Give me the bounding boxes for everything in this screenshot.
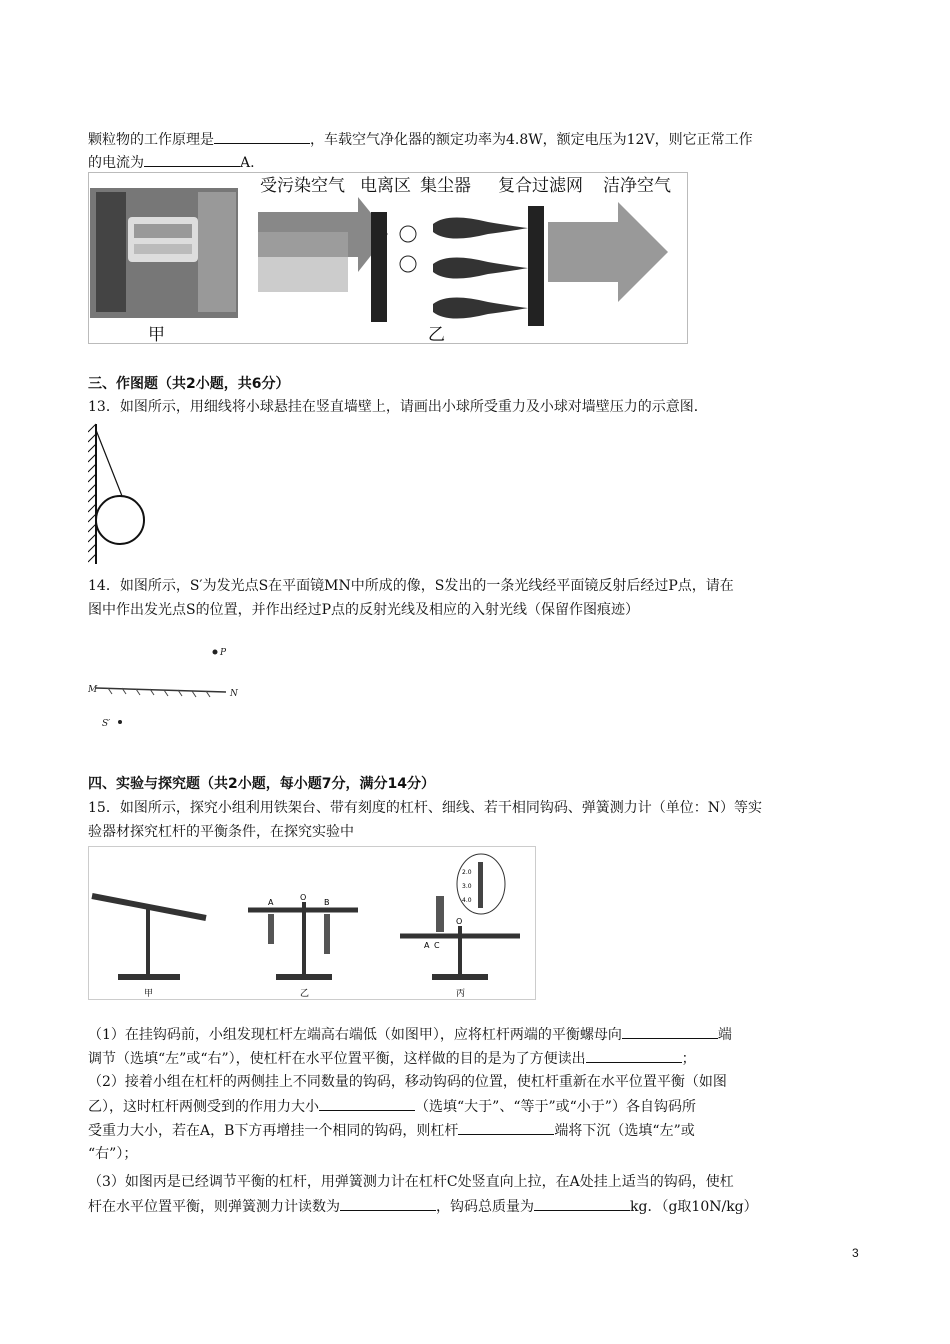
text: kg．（g取10N/kg）	[630, 1199, 758, 1215]
q15-part3-line2	[88, 1196, 758, 1217]
section4-heading: 四、实验与探究题（共2小题，每小题7分，满分14分）	[88, 776, 435, 792]
q15-part3-line1: （3）如图丙是已经调节平衡的杠杆，用弹簧测力计在杠杆C处竖直向上拉，在A处挂上适当的钩码，使杠	[88, 1174, 734, 1190]
text: 杆在水平位置平衡，则弹簧测力计读数为	[88, 1199, 340, 1215]
text: （1）在挂钩码前，小组发现杠杆左端高右端低（如图甲），应将杠杆两端的平衡螺母向	[88, 1027, 622, 1043]
text: 乙），这时杠杆两侧受到的作用力大小	[88, 1099, 319, 1115]
q15-part2-line4: “右”）；	[88, 1146, 138, 1162]
text: 端	[717, 1027, 732, 1043]
ionization-panel	[371, 212, 387, 322]
label-p: P	[220, 648, 227, 658]
answer-blank[interactable]	[622, 1024, 718, 1039]
section3-heading: 三、作图题（共2小题，共6分）	[88, 376, 290, 392]
label-c: C	[434, 941, 440, 950]
answer-blank[interactable]	[144, 152, 240, 167]
text: ，钩码总质量为	[436, 1199, 534, 1215]
scale-4: 4.0	[462, 897, 472, 904]
answer-blank[interactable]	[534, 1196, 630, 1211]
label-o: O	[300, 893, 307, 902]
label-s-prime: S′	[102, 719, 111, 729]
q15-part2-line3	[88, 1120, 695, 1141]
label-o: O	[456, 917, 463, 926]
text: ，车载空气净化器的额定功率为4.8W，额定电压为12V，则它正常工作	[310, 132, 753, 148]
ball	[96, 496, 144, 544]
q15-part1-line1	[88, 1024, 732, 1045]
label-clean-air: 洁净空气	[603, 176, 671, 196]
q14-text-line2: 图中作出发光点S的位置，并作出经过P点的反射光线及相应的入射光线（保留作图痕迹）	[88, 602, 640, 618]
text: 端将下沉（选填“左”或	[554, 1123, 695, 1139]
label-a: A	[268, 898, 274, 907]
q15-part1-line2	[88, 1048, 696, 1069]
q15-text-line1: 15．如图所示，探究小组利用铁架台、带有刻度的杠杆、细线、若干相同钩码、弹簧测力计（单位：N）等实	[88, 800, 763, 816]
q14-text-line1: 14．如图所示，S′为发光点S在平面镜MN中所成的像，S发出的一条光线经平面镜反射后经过P点，请在	[88, 578, 734, 594]
answer-blank[interactable]	[340, 1196, 436, 1211]
q13-text: 13．如图所示，用细线将小球悬挂在竖直墙壁上，请画出小球所受重力及小球对墙壁压力的示意图．	[88, 399, 708, 415]
point-s-prime	[118, 720, 122, 724]
answer-blank[interactable]	[319, 1096, 415, 1111]
air-purifier-figure	[88, 172, 688, 344]
text: 颗粒物的工作原理是	[88, 132, 214, 148]
text: （选填“大于”、“等于”或“小于”）各自钩码所	[415, 1099, 696, 1115]
label-b: B	[324, 898, 330, 907]
text: ；	[681, 1051, 696, 1067]
text: A.	[240, 155, 255, 171]
page-number: 3	[852, 1246, 859, 1260]
q12-text-line2	[88, 152, 255, 173]
label-ionization: 电离区	[360, 176, 411, 196]
scale-2: 2.0	[462, 869, 472, 876]
text: 调节（选填“左”或“右”），使杠杆在水平位置平衡，这样做的目的是为了方便读出	[88, 1051, 586, 1067]
label-bing: 丙	[456, 989, 466, 999]
answer-blank[interactable]	[458, 1120, 554, 1135]
label-jia: 甲	[144, 989, 154, 999]
lever-figure	[88, 846, 536, 1000]
label-a: A	[424, 941, 430, 950]
text: 受重力大小，若在A，B下方再增挂一个相同的钩码，则杠杆	[88, 1123, 459, 1139]
string	[96, 430, 122, 496]
label-yi: 乙	[428, 325, 445, 344]
answer-blank[interactable]	[214, 129, 310, 144]
q15-text-line2: 验器材探究杠杆的平衡条件，在探究实验中	[88, 824, 354, 840]
answer-blank[interactable]	[586, 1048, 682, 1063]
q15-part2-line2	[88, 1096, 696, 1117]
scale-3: 3.0	[462, 883, 472, 890]
label-collector: 集尘器	[420, 176, 471, 196]
label-n: N	[230, 689, 238, 699]
q15-part2-line1: （2）接着小组在杠杆的两侧挂上不同数量的钩码，移动钩码的位置，使杠杆重新在水平位置平衡（如图	[88, 1074, 727, 1090]
point-p	[213, 650, 218, 655]
label-m: M	[88, 685, 98, 695]
label-jia: 甲	[148, 325, 165, 344]
label-filter: 复合过滤网	[498, 176, 583, 196]
label-polluted-air: 受污染空气	[260, 176, 345, 196]
text: 的电流为	[88, 155, 144, 171]
wall-ball-figure	[88, 422, 148, 566]
label-yi: 乙	[300, 989, 310, 999]
q12-text-line1	[88, 129, 753, 150]
mirror-figure	[88, 630, 248, 742]
filter-panel	[528, 206, 544, 326]
